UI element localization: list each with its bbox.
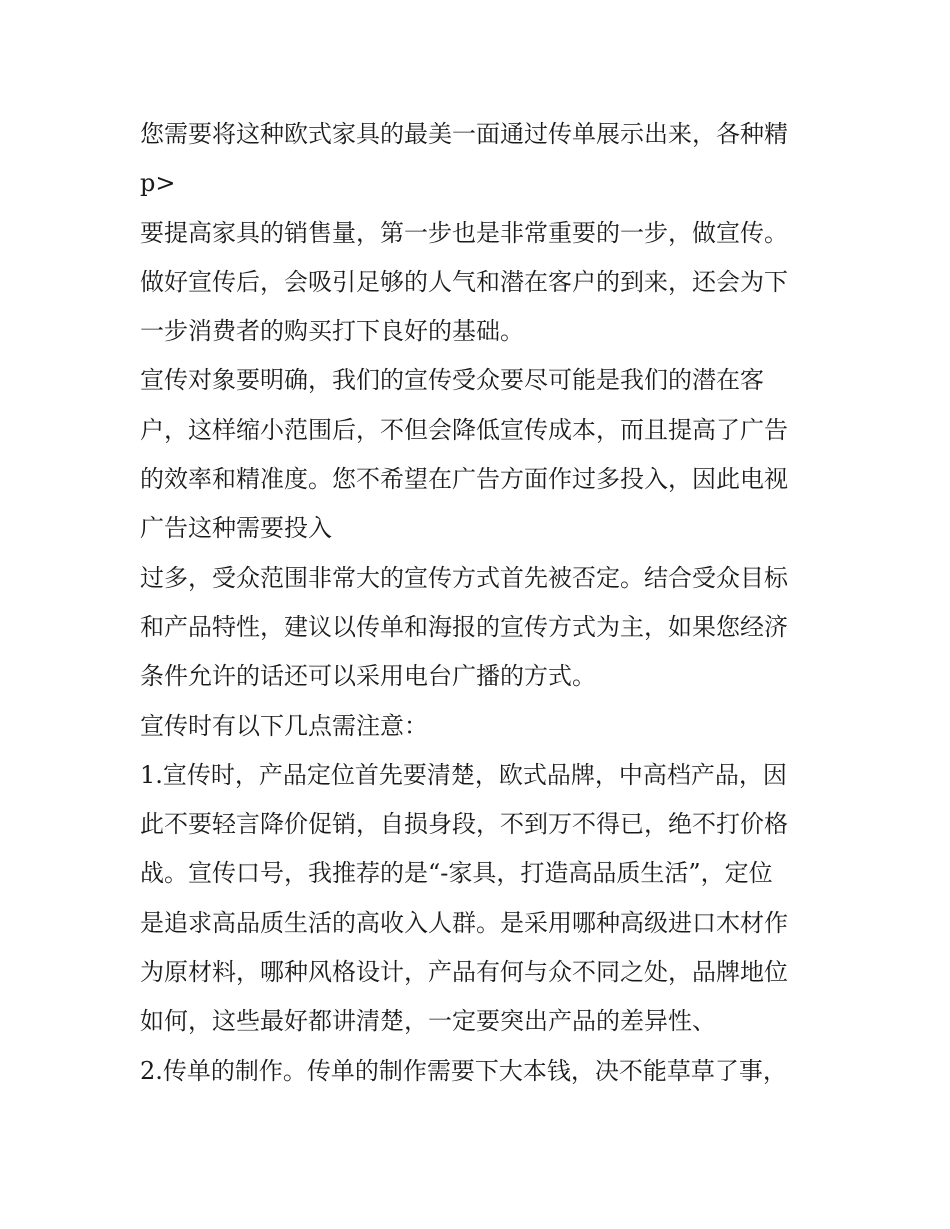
document-body [140, 110, 820, 1096]
text-line: 如何，这些最好都讲清楚，一定要突出产品的差异性、 [140, 1007, 716, 1036]
text-line: 广告这种需要投入 [140, 514, 332, 543]
text-line: p> [140, 169, 176, 198]
text-line: 2.传单的制作。传单的制作需要下大本钱，决不能草草了事， [140, 1056, 787, 1085]
text-line: 户，这样缩小范围后，不但会降低宣传成本，而且提高了广告 [140, 415, 788, 444]
text-line: 此不要轻言降价促销，自损身段，不到万不得已，绝不打价格 [140, 810, 788, 839]
text-line: 要提高家具的销售量，第一步也是非常重要的一步，做宣传。 [140, 218, 788, 247]
text-line: 宣传时有以下几点需注意： [140, 711, 428, 740]
text-line: 是追求高品质生活的高收入人群。是采用哪种高级进口木材作 [140, 908, 788, 937]
text-line: 宣传对象要明确，我们的宣传受众要尽可能是我们的潜在客 [140, 366, 764, 395]
text-line: 1.宣传时，产品定位首先要清楚，欧式品牌，中高档产品，因 [140, 760, 787, 789]
text-line: 一步消费者的购买打下良好的基础。 [140, 317, 524, 346]
text-line: 的效率和精准度。您不希望在广告方面作过多投入，因此电视 [140, 465, 788, 494]
text-line: 做好宣传后，会吸引足够的人气和潜在客户的到来，还会为下 [140, 267, 788, 296]
text-line: 您需要将这种欧式家具的最美一面通过传单展示出来，各种精 [140, 120, 788, 148]
text-line: 过多，受众范围非常大的宣传方式首先被否定。结合受众目标 [140, 563, 788, 592]
text-line: 为原材料，哪种风格设计，产品有何与众不同之处，品牌地位 [140, 958, 788, 987]
text-line: 和产品特性，建议以传单和海报的宣传方式为主，如果您经济 [140, 612, 788, 641]
text-line: 条件允许的话还可以采用电台广播的方式。 [140, 662, 596, 691]
text-line: 战。宣传口号，我推荐的是“-家具，打造高品质生活”，定位 [140, 859, 773, 888]
